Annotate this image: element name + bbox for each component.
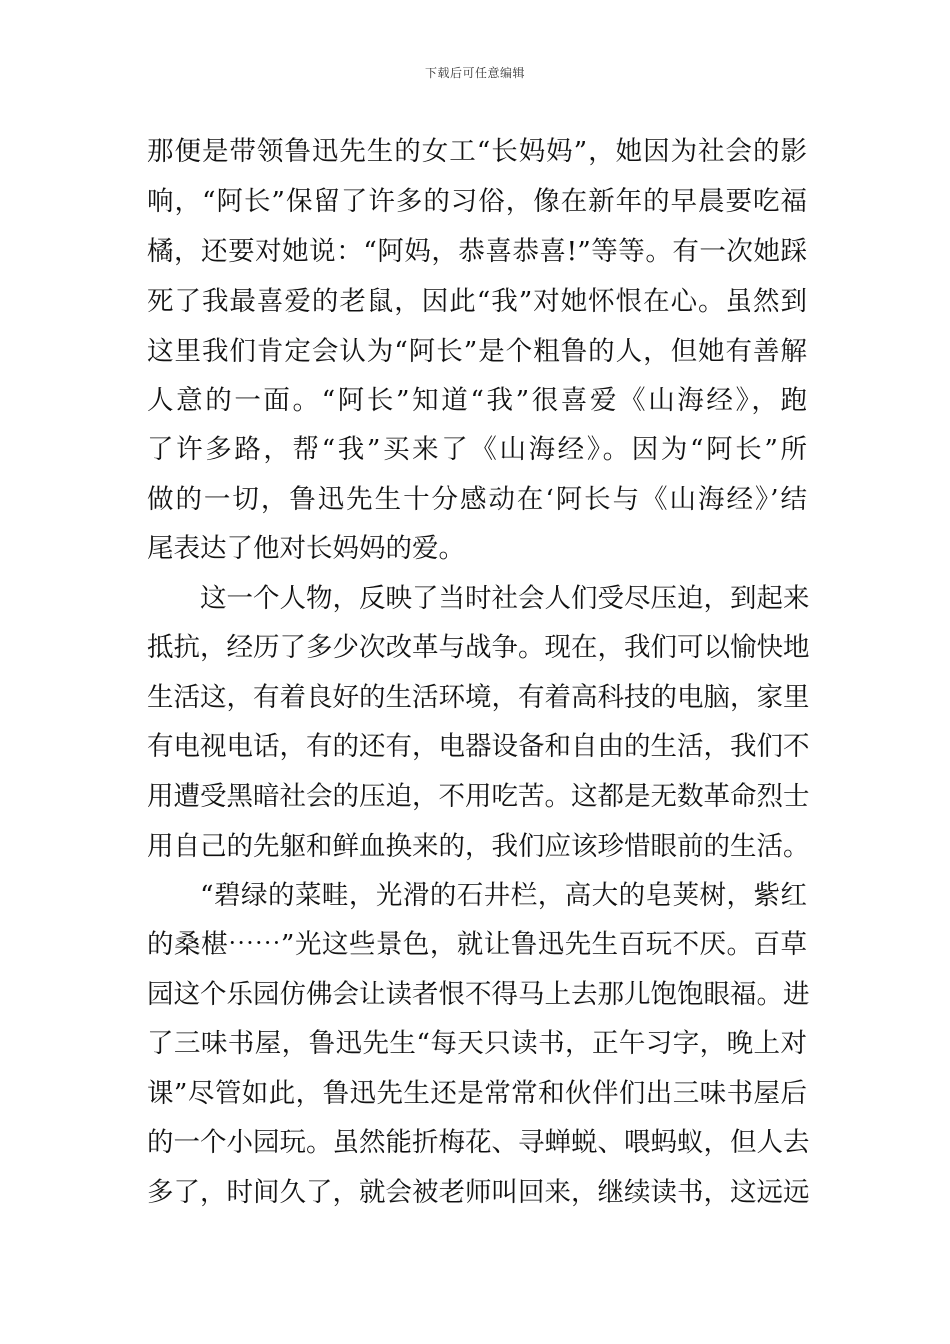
text-line: 抵抗，经历了多少次改革与战争。现在，我们可以愉快地	[147, 632, 810, 663]
text-line: 多了，时间久了，就会被老师叫回来，继续读书，这远远	[147, 1177, 810, 1208]
text-line: 用自己的先躯和鲜血换来的，我们应该珍惜眼前的生活。	[147, 831, 810, 862]
text-line: 有电视电话，有的还有，电器设备和自由的生活，我们不	[147, 731, 810, 762]
paragraph-first-line: 这一个人物，反映了当时社会人们受尽压迫，到起来	[200, 583, 810, 614]
text-line: 橘，还要对她说：“阿妈，恭喜恭喜!”等等。有一次她踩	[147, 236, 807, 267]
text-line: 尾表达了他对长妈妈的爱。	[147, 533, 465, 564]
text-line: 课”尽管如此，鲁迅先生还是常常和伙伴们出三味书屋后	[147, 1078, 807, 1109]
text-line: 响，“阿长”保留了许多的习俗，像在新年的早晨要吃福	[147, 186, 807, 217]
text-line: 生活这，有着良好的生活环境，有着高科技的电脑，家里	[147, 682, 810, 713]
text-line: 了许多路，帮“我”买来了《山海经》。因为“阿长”所	[147, 434, 807, 465]
header-note: 下载后可任意编辑	[424, 66, 525, 80]
text-line: 用遭受黑暗社会的压迫，不用吃苦。这都是无数革命烈士	[147, 781, 810, 812]
text-line: 的桑椹⋯⋯”光这些景色，就让鲁迅先生百玩不厌。百草	[147, 929, 807, 960]
text-line: 园这个乐园仿佛会让读者恨不得马上去那儿饱饱眼福。进	[147, 979, 810, 1010]
text-line: 的一个小园玩。虽然能折梅花、寻蝉蜕、喂蚂蚁，但人去	[147, 1127, 810, 1158]
paragraph-first-line: “碧绿的菜畦，光滑的石井栏，高大的皂荚树，紫红	[200, 880, 807, 911]
text-line: 死了我最喜爱的老鼠，因此“我”对她怀恨在心。虽然到	[147, 286, 807, 317]
text-line: 做的一切，鲁迅先生十分感动在‘阿长与《山海经》’结	[147, 484, 807, 515]
text-line: 人意的一面。“阿长”知道“我”很喜爱《山海经》，跑	[147, 385, 807, 416]
text-line: 了三味书屋，鲁迅先生“每天只读书，正午习字，晚上对	[147, 1028, 807, 1059]
text-line: 这里我们肯定会认为“阿长”是个粗鲁的人，但她有善解	[147, 336, 807, 367]
text-line: 那便是带领鲁迅先生的女工“长妈妈”，她因为社会的影	[147, 136, 807, 167]
